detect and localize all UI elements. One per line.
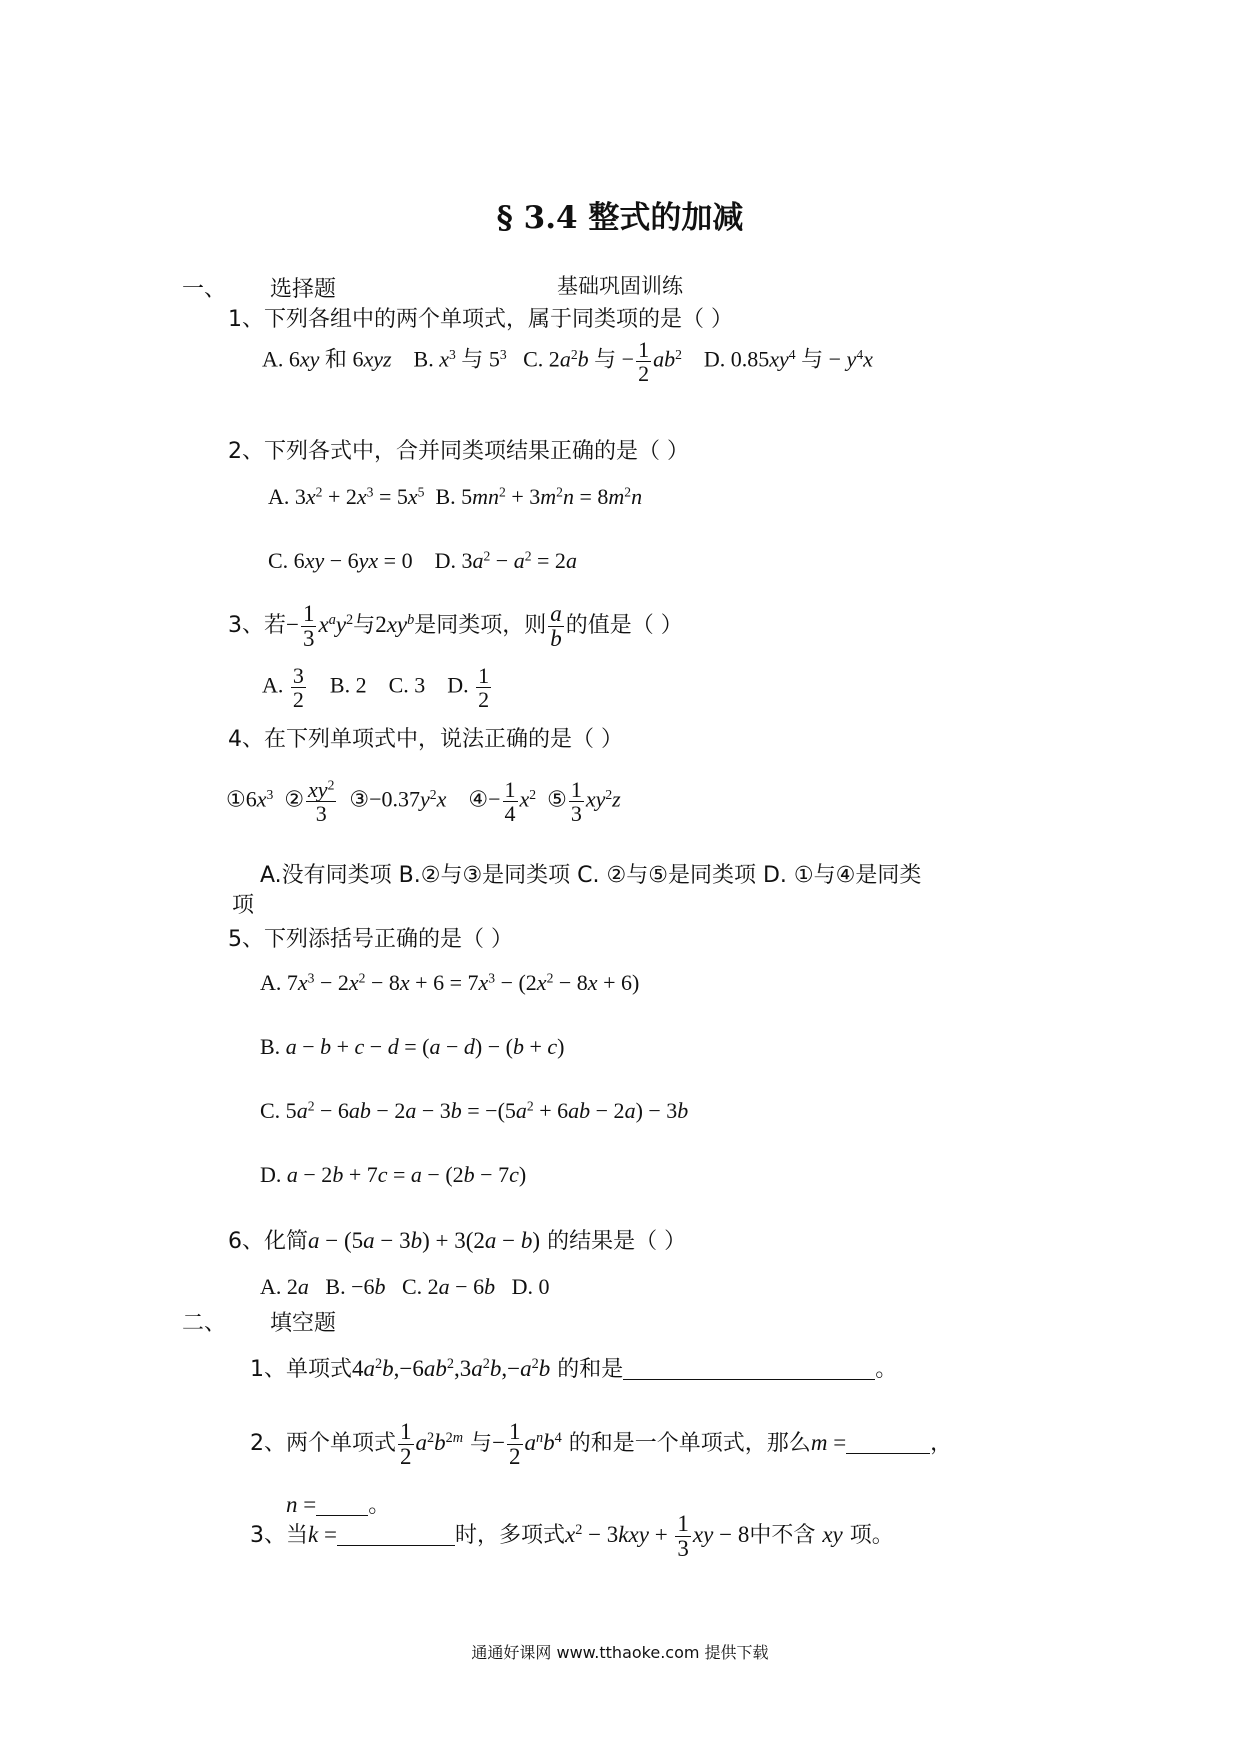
q1-and-word: 和 [324, 347, 347, 373]
section-number: 一、 [182, 277, 227, 302]
question-5-option-b: B. a − b + c − d = (a − d) − (b + c) [260, 1034, 565, 1059]
f3-post2: 中不含 [749, 1522, 816, 1548]
question-1-options: A. 6xy 和 6xyz B. $x^3$ 与 $5^3$ C. $2a^2b$ 与 − $\frac{1}{2}$ $ab^2$ D. $0.85xy^4$ 与 − $y^4x$ [262, 337, 873, 387]
f1-pre: 1、单项式 [250, 1357, 352, 1382]
page-footer: 通通好课网 www.tthaoke.com 提供下载 [471, 1643, 769, 1662]
question-5-option-c: C. $5a^2 - 6ab - 2a - 3b = -(5a^2 + 6ab - 2a) - 3b$ [260, 1098, 689, 1123]
f2-end: 。 [368, 1493, 391, 1518]
question-4-options-line2: 项 [232, 893, 255, 918]
q3-post2: 的值是（ ） [565, 612, 683, 638]
f3-pre: 3、当 [250, 1522, 308, 1548]
section-name: 填空题 [270, 1311, 337, 1336]
page-title: § 3.4 整式的加减 [496, 200, 744, 236]
q3-pre: 3、若 [228, 612, 286, 638]
question-5-stem: 5、下列添括号正确的是（ ） [228, 927, 513, 952]
fill-2-blank-m[interactable] [846, 1431, 930, 1454]
question-4-monomials: $①6x^3$ ② $\frac{xy^2}{3}$ $③-0.37y^2x$ ④− $\frac{1}{4}$ $x^2$ ⑤ $\frac{1}{3}$ $xy^2z$ [226, 777, 621, 827]
f1-post: 的和是 [557, 1357, 624, 1382]
question-6-stem: 6、化简a − (5a − 3b) + 3(2a − b) 的结果是（ ） [228, 1228, 687, 1254]
question-4-options-line1: A.没有同类项 B.②与③是同类项 C. ②与⑤是同类项 D. ①与④是同类 [260, 863, 922, 888]
fill-2-line1: 2、两个单项式 $\frac{1}{2}$ $a^2b^{2m}$ 与− $\frac{1}{2}$ $a^nb^4$ 的和是一个单项式，那么m = ， [250, 1419, 953, 1470]
question-6-options: A. 2a B. −6b C. 2a − 6b D. 0 [260, 1274, 550, 1299]
section-name: 选择题 [270, 277, 337, 302]
question-5-option-a: A. $7x^3 - 2x^2 - 8x + 6 = 7x^3 - (2x^2 - 8x + 6)$ [260, 970, 640, 995]
f1-end: 。 [875, 1357, 898, 1382]
question-1-stem: 1、下列各组中的两个单项式，属于同类项的是（ ） [228, 307, 733, 332]
q6-post: 的结果是（ ） [547, 1229, 687, 1254]
f2-post: 的和是一个单项式，那么 [568, 1430, 811, 1456]
f2-mid: 与 [470, 1430, 493, 1456]
question-3-stem: 3、若− $\frac{1}{3}$ $x^ay^2$与$2xy^b$是同类项，则 $\frac{a}{b}$ 的值是（ ） [228, 601, 683, 652]
section-heading-fill [182, 1306, 336, 1337]
question-4-stem: 4、在下列单项式中，说法正确的是（ ） [228, 727, 623, 752]
question-5-option-d: D. a − 2b + 7c = a − (2b − 7c) [260, 1162, 527, 1187]
fill-3-blank-k[interactable] [337, 1523, 455, 1546]
fill-1-blank[interactable] [623, 1357, 875, 1380]
fill-1: 1、单项式$4a^2b,-6ab^2,3a^2b,-a^2b$ 的和是 。 [250, 1356, 898, 1382]
question-2-stem: 2、下列各式中，合并同类项结果正确的是（ ） [228, 439, 689, 464]
fill-3: 3、当k = 时，多项式$x^2 - 3kxy$ + $\frac{1}{3}$ xy − 8中不含 xy 项。 [250, 1511, 894, 1562]
q1-conn-c: 与 [594, 347, 617, 373]
page-subtitle: 基础巩固训练 [557, 274, 683, 298]
section-number: 二、 [182, 1311, 227, 1336]
q1-conn-b: 与 [461, 347, 484, 373]
q1-conn-d: 与 [801, 347, 824, 373]
q3-mid: 与 [353, 612, 376, 638]
question-2-options-ab: A. $3x^2 + 2x^3 = 5x^5$ B. $5mn^2 + 3m^2n = 8m^2n$ [268, 484, 643, 509]
q3-post1: 是同类项，则 [414, 612, 547, 638]
fill-2-line2: n = 。 [286, 1492, 391, 1518]
q6-pre: 6、化简 [228, 1229, 308, 1254]
f2-pre: 2、两个单项式 [250, 1430, 396, 1456]
section-heading-choice [182, 272, 336, 303]
f2-comma: ， [930, 1430, 953, 1456]
question-2-options-cd: C. 6xy − 6yx = 0 D. $3a^2 - a^2 = 2a$ [268, 548, 577, 573]
f3-post3: 项。 [849, 1522, 894, 1548]
f3-post1: 时，多项式 [454, 1522, 565, 1548]
question-3-options: A. $\frac{3}{2}$ B. 2 C. 3 D. $\frac{1}{2}$ [262, 663, 490, 713]
